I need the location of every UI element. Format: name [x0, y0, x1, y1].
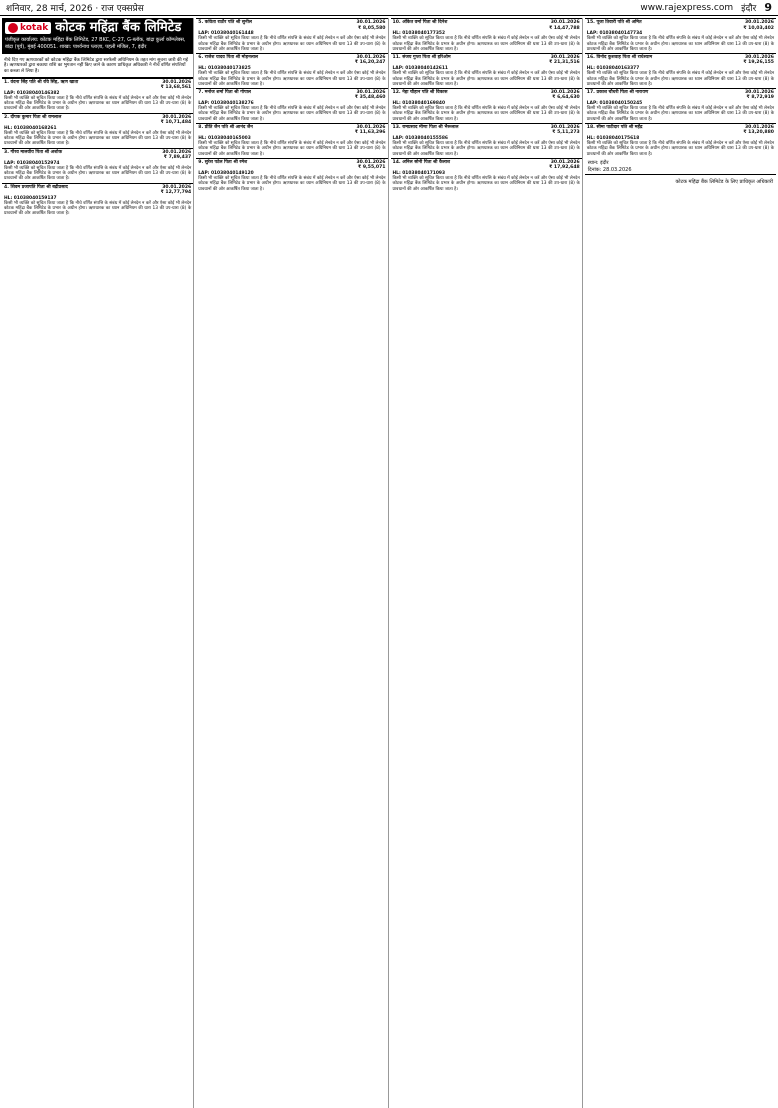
demand-date: 30.01.2026 — [356, 124, 386, 130]
borrower-name: 16. विनोद कुशवाह पिता श्री राधेश्याम — [586, 54, 653, 60]
notice-entry — [391, 88, 582, 123]
notice-body: किसी भी व्यक्ति को सूचित किया जाता है कि नीचे वर्णित संपत्ति के संबंध में कोई लेनदेन न करें और ऐसा कोई भी लेनदेन कोटक महिंद्रा बैंक लिमिटेड के प्रभार के अधीन होगा। ऋणधारक का ध्यान अधिनियम की धारा 13 की उप-धारा (8) के प्रावधानों की ओर आकर्षित किया जाता है। — [392, 176, 580, 192]
notice-date: दिनांक: 28.03.2026 — [587, 166, 632, 173]
borrower-name: 13. रामप्रसाद मीणा पिता श्री भैरूलाल — [392, 124, 459, 130]
demand-date: 30.01.2026 — [162, 184, 192, 190]
notice-body: किसी भी व्यक्ति को सूचित किया जाता है कि नीचे वर्णित संपत्ति के संबंध में कोई लेनदेन न करें और ऐसा कोई भी लेनदेन कोटक महिंद्रा बैंक लिमिटेड के प्रभार के अधीन होगा। ऋणधारक का ध्यान अधिनियम की धारा 13 की उप-धारा (8) के प्रावधानों की ओर आकर्षित किया जाता है। — [4, 200, 192, 217]
notice-body: किसी भी व्यक्ति को सूचित किया जाता है कि नीचे वर्णित संपत्ति के संबंध में कोई लेनदेन न करें और ऐसा कोई भी लेनदेन कोटक महिंद्रा बैंक लिमिटेड के प्रभार के अधीन होगा। ऋणधारक का ध्यान अधिनियम की धारा 13 की उप-धारा (8) के प्रावधानों की ओर आकर्षित किया जाता है। — [4, 165, 192, 182]
demand-date: 30.01.2026 — [550, 124, 580, 130]
demand-date: 30.01.2026 — [550, 159, 580, 165]
outstanding-amount: ₹ 16,20,247 — [354, 60, 386, 66]
notice-entry — [2, 113, 193, 148]
notice-entry — [2, 78, 193, 113]
notice-body: किसी भी व्यक्ति को सूचित किया जाता है कि नीचे वर्णित संपत्ति के संबंध में कोई लेनदेन न करें और ऐसा कोई भी लेनदेन कोटक महिंद्रा बैंक लिमिटेड के प्रभार के अधीन होगा। ऋणधारक का ध्यान अधिनियम की धारा 13 की उप-धारा (8) के प्रावधानों की ओर आकर्षित किया जाता है। — [198, 36, 386, 52]
notice-entry — [585, 123, 776, 158]
outstanding-amount: ₹ 10,71,484 — [160, 120, 192, 126]
borrower-name: 6. राजेश यादव पिता श्री मोहनलाल — [198, 54, 259, 60]
notice-entry — [585, 18, 776, 53]
borrower-name: 8. प्रीति जैन पति श्री आनंद जैन — [198, 124, 253, 130]
outstanding-amount: ₹ 14,47,788 — [549, 25, 580, 31]
bank-title: कोटक महिंद्रा बैंक लिमिटेड — [55, 20, 182, 35]
borrower-name: 14. अनिल सोनी पिता श्री कैलाश — [392, 159, 451, 165]
loan-account: HL: 01038040175618 — [586, 135, 640, 141]
loan-account: HL: 01038040177352 — [392, 31, 446, 36]
borrower-name: 17. प्रकाश चौधरी पिता श्री नारायण — [586, 89, 649, 95]
demand-date: 30.01.2026 — [162, 149, 192, 155]
issue-date: शनिवार, 28 मार्च, 2026 · राज एक्सप्रेस — [6, 4, 144, 14]
loan-account: LAP: 01038040161448 — [198, 31, 254, 36]
loan-account: LAP: 01038040147734 — [586, 31, 643, 36]
notice-entry — [585, 53, 776, 88]
loan-account: LAP: 01038040155586 — [392, 135, 448, 141]
notice-entry — [196, 158, 387, 193]
demand-date: 30.01.2026 — [356, 54, 386, 60]
notice-body: किसी भी व्यक्ति को सूचित किया जाता है कि नीचे वर्णित संपत्ति के संबंध में कोई लेनदेन न करें और ऐसा कोई भी लेनदेन कोटक महिंद्रा बैंक लिमिटेड के प्रभार के अधीन होगा। ऋणधारक का ध्यान अधिनियम की धारा 13 की उप-धारा (8) के प्रावधानों की ओर आकर्षित किया जाता है। — [586, 36, 774, 52]
demand-date: 30.01.2026 — [744, 20, 774, 25]
demand-date: 30.01.2026 — [356, 89, 386, 95]
place: स्थान: इंदौर — [587, 159, 609, 166]
demand-date: 30.01.2026 — [744, 54, 774, 60]
demand-date: 30.01.2026 — [550, 20, 580, 25]
demand-date: 30.01.2026 — [162, 114, 192, 120]
loan-account: HL: 01038040171093 — [392, 170, 446, 176]
loan-account: HL: 01038040159137 — [4, 195, 57, 201]
borrower-name: 2. दीपक कुमार पिता श्री रामलाल — [4, 114, 62, 120]
loan-account: HL: 01038040169840 — [392, 100, 446, 106]
notice-entry — [391, 158, 582, 193]
notice-entry — [2, 183, 193, 218]
outstanding-amount: ₹ 35,48,460 — [354, 95, 386, 101]
outstanding-amount: ₹ 6,64,630 — [552, 95, 580, 101]
borrower-name: 11. संजय गुप्ता पिता श्री हरिओम — [392, 54, 451, 60]
loan-account: HL: 01038040173825 — [198, 65, 251, 71]
outstanding-amount: ₹ 10,03,402 — [743, 25, 774, 31]
outstanding-amount: ₹ 11,63,296 — [354, 130, 386, 136]
signature-block: कोटक महिंद्रा बैंक लिमिटेड के लिए प्राधिकृत अधिकारी — [585, 174, 776, 190]
borrower-name: 5. कविता राठौर पति श्री सुनील — [198, 20, 252, 25]
notice-entry — [391, 53, 582, 88]
demand-date: 30.01.2026 — [744, 89, 774, 95]
outstanding-amount: ₹ 21,31,516 — [549, 60, 580, 66]
notice-body: किसी भी व्यक्ति को सूचित किया जाता है कि नीचे वर्णित संपत्ति के संबंध में कोई लेनदेन न करें और ऐसा कोई भी लेनदेन कोटक महिंद्रा बैंक लिमिटेड के प्रभार के अधीन होगा। ऋणधारक का ध्यान अधिनियम की धारा 13 की उप-धारा (8) के प्रावधानों की ओर आकर्षित किया जाता है। — [392, 106, 580, 122]
demand-date: 30.01.2026 — [162, 79, 192, 85]
kotak-logo-icon: kotak — [5, 22, 51, 34]
notice-body: किसी भी व्यक्ति को सूचित किया जाता है कि नीचे वर्णित संपत्ति के संबंध में कोई लेनदेन न करें और ऐसा कोई भी लेनदेन कोटक महिंद्रा बैंक लिमिटेड के प्रभार के अधीन होगा। ऋणधारक का ध्यान अधिनियम की धारा 13 की उप-धारा (8) के प्रावधानों की ओर आकर्षित किया जाता है। — [586, 71, 774, 87]
notice-entry — [196, 123, 387, 158]
demand-date: 30.01.2026 — [550, 89, 580, 95]
notice-body: किसी भी व्यक्ति को सूचित किया जाता है कि नीचे वर्णित संपत्ति के संबंध में कोई लेनदेन न करें और ऐसा कोई भी लेनदेन कोटक महिंद्रा बैंक लिमिटेड के प्रभार के अधीन होगा। ऋणधारक का ध्यान अधिनियम की धारा 13 की उप-धारा (8) के प्रावधानों की ओर आकर्षित किया जाता है। — [198, 71, 386, 87]
city-label: इंदौर — [741, 4, 757, 14]
borrower-name: 18. सीमा पाटीदार पति श्री महेंद्र — [586, 124, 643, 130]
loan-account: HL: 01038040165003 — [198, 135, 251, 141]
notice-entry — [196, 53, 387, 88]
notice-body: किसी भी व्यक्ति को सूचित किया जाता है कि नीचे वर्णित संपत्ति के संबंध में कोई लेनदेन न करें और ऐसा कोई भी लेनदेन कोटक महिंद्रा बैंक लिमिटेड के प्रभार के अधीन होगा। ऋणधारक का ध्यान अधिनियम की धारा 13 की उप-धारा (8) के प्रावधानों की ओर आकर्षित किया जाता है। — [392, 36, 580, 52]
loan-account: LAP: 01038040142611 — [392, 65, 448, 71]
page-content — [0, 18, 778, 1108]
loan-account: LAP: 01038040150245 — [586, 100, 643, 106]
notice-body: किसी भी व्यक्ति को सूचित किया जाता है कि नीचे वर्णित संपत्ति के संबंध में कोई लेनदेन न करें और ऐसा कोई भी लेनदेन कोटक महिंद्रा बैंक लिमिटेड के प्रभार के अधीन होगा। ऋणधारक का ध्यान अधिनियम की धारा 13 की उप-धारा (8) के प्रावधानों की ओर आकर्षित किया जाता है। — [4, 130, 192, 147]
outstanding-amount: ₹ 19,26,155 — [743, 60, 774, 66]
borrower-name: 3. गौरव मालवीय पिता श्री अशोक — [4, 149, 63, 155]
notice-body: किसी भी व्यक्ति को सूचित किया जाता है कि नीचे वर्णित संपत्ति के संबंध में कोई लेनदेन न करें और ऐसा कोई भी लेनदेन कोटक महिंद्रा बैंक लिमिटेड के प्रभार के अधीन होगा। ऋणधारक का ध्यान अधिनियम की धारा 13 की उप-धारा (8) के प्रावधानों की ओर आकर्षित किया जाता है। — [198, 141, 386, 157]
outstanding-amount: ₹ 8,72,919 — [746, 95, 774, 101]
outstanding-amount: ₹ 12,77,794 — [160, 190, 192, 196]
demand-date: 30.01.2026 — [356, 20, 386, 25]
notice-body: किसी भी व्यक्ति को सूचित किया जाता है कि नीचे वर्णित संपत्ति के संबंध में कोई लेनदेन न करें और ऐसा कोई भी लेनदेन कोटक महिंद्रा बैंक लिमिटेड के प्रभार के अधीन होगा। ऋणधारक का ध्यान अधिनियम की धारा 13 की उप-धारा (8) के प्रावधानों की ओर आकर्षित किया जाता है। — [586, 141, 774, 157]
notice-body: किसी भी व्यक्ति को सूचित किया जाता है कि नीचे वर्णित संपत्ति के संबंध में कोई लेनदेन न करें और ऐसा कोई भी लेनदेन कोटक महिंद्रा बैंक लिमिटेड के प्रभार के अधीन होगा। ऋणधारक का ध्यान अधिनियम की धारा 13 की उप-धारा (8) के प्रावधानों की ओर आकर्षित किया जाता है। — [198, 106, 386, 122]
bank-address: पंजीकृत कार्यालय: कोटक महिंद्रा बैंक लिमिटेड, 27 BKC, C-27, G-ब्लॉक, बांद्रा कुर्ला कॉम्प्लेक्स, बांद्रा (पूर्व), मुंबई 400051. शाखा: पार्श्वनाथ प्लाज़ा, पहली मंजिल, 7, इंदौर — [5, 37, 186, 50]
notice-entry — [196, 88, 387, 123]
notice-body: किसी भी व्यक्ति को सूचित किया जाता है कि नीचे वर्णित संपत्ति के संबंध में कोई लेनदेन न करें और ऐसा कोई भी लेनदेन कोटक महिंद्रा बैंक लिमिटेड के प्रभार के अधीन होगा। ऋणधारक का ध्यान अधिनियम की धारा 13 की उप-धारा (8) के प्रावधानों की ओर आकर्षित किया जाता है। — [586, 106, 774, 122]
outstanding-amount: ₹ 7,89,437 — [163, 155, 192, 161]
column-3 — [391, 18, 583, 1108]
notice-entry — [391, 18, 582, 53]
borrower-name: 7. मनोज शर्मा पिता श्री गोपाल — [198, 89, 251, 95]
loan-account: HL: 01038040163377 — [586, 65, 640, 71]
borrower-name: 4. शिवम प्रजापति पिता श्री बद्रीप्रसाद — [4, 184, 68, 190]
loan-account: LAP: 01038040138276 — [198, 100, 254, 106]
column-1 — [2, 18, 194, 1108]
outstanding-amount: ₹ 13,20,880 — [743, 130, 774, 136]
borrower-name: 9. सुरेश पटेल पिता श्री रमेश — [198, 159, 248, 165]
demand-date: 30.01.2026 — [744, 124, 774, 130]
page-number: 9 — [764, 1, 772, 14]
notice-body: किसी भी व्यक्ति को सूचित किया जाता है कि नीचे वर्णित संपत्ति के संबंध में कोई लेनदेन न करें और ऐसा कोई भी लेनदेन कोटक महिंद्रा बैंक लिमिटेड के प्रभार के अधीन होगा। ऋणधारक का ध्यान अधिनियम की धारा 13 की उप-धारा (8) के प्रावधानों की ओर आकर्षित किया जाता है। — [392, 141, 580, 157]
column-2 — [196, 18, 388, 1108]
outstanding-amount: ₹ 17,92,648 — [549, 165, 580, 171]
notice-entry — [2, 148, 193, 183]
demand-date: 30.01.2026 — [550, 54, 580, 60]
borrower-name: 15. पूजा तिवारी पति श्री अमित — [586, 20, 642, 25]
column-4 — [585, 18, 776, 1108]
notice-entry — [391, 123, 582, 158]
loan-account: HL: 01038040168261 — [4, 125, 57, 131]
loan-account: LAP: 01038040152974 — [4, 160, 60, 166]
loan-account: LAP: 01038040149120 — [198, 170, 254, 176]
borrower-name: 12. नेहा चौहान पति श्री विकास — [392, 89, 448, 95]
notice-body: किसी भी व्यक्ति को सूचित किया जाता है कि नीचे वर्णित संपत्ति के संबंध में कोई लेनदेन न करें और ऐसा कोई भी लेनदेन कोटक महिंद्रा बैंक लिमिटेड के प्रभार के अधीन होगा। ऋणधारक का ध्यान अधिनियम की धारा 13 की उप-धारा (8) के प्रावधानों की ओर आकर्षित किया जाता है। — [198, 176, 386, 192]
outstanding-amount: ₹ 8,05,580 — [358, 25, 386, 31]
bank-header — [2, 18, 193, 54]
borrower-name: 1. वंदना सिंह पति श्री रवि सिंह, ऋण खाता — [4, 79, 79, 85]
notice-intro: नीचे दिए गए ऋणधारकों को कोटक महिंद्रा बैंक लिमिटेड द्वारा सरफेसी अधिनियम के तहत मांग सूचना जारी की गई है। ऋणधारकों द्वारा बकाया राशि का भुगतान नहीं किए जाने के कारण प्राधिकृत अधिकारी ने नीचे वर्णित संपत्तियों का कब्जा ले लिया है। — [2, 56, 193, 78]
masthead-strip — [0, 0, 778, 16]
notice-entry — [585, 88, 776, 123]
outstanding-amount: ₹ 5,11,273 — [552, 130, 580, 136]
notice-entry — [196, 18, 387, 53]
notice-body: किसी भी व्यक्ति को सूचित किया जाता है कि नीचे वर्णित संपत्ति के संबंध में कोई लेनदेन न करें और ऐसा कोई भी लेनदेन कोटक महिंद्रा बैंक लिमिटेड के प्रभार के अधीन होगा। ऋणधारक का ध्यान अधिनियम की धारा 13 की उप-धारा (8) के प्रावधानों की ओर आकर्षित किया जाता है। — [4, 95, 192, 112]
demand-date: 30.01.2026 — [356, 159, 386, 165]
place-date — [585, 158, 776, 174]
outstanding-amount: ₹ 9,55,071 — [358, 165, 386, 171]
outstanding-amount: ₹ 13,68,561 — [160, 85, 192, 91]
borrower-name: 10. अंकित वर्मा पिता श्री दिनेश — [392, 20, 448, 25]
website-link[interactable]: www.rajexpress.com — [640, 2, 734, 13]
loan-account: LAP: 01038040146382 — [4, 90, 60, 96]
notice-body: किसी भी व्यक्ति को सूचित किया जाता है कि नीचे वर्णित संपत्ति के संबंध में कोई लेनदेन न करें और ऐसा कोई भी लेनदेन कोटक महिंद्रा बैंक लिमिटेड के प्रभार के अधीन होगा। ऋणधारक का ध्यान अधिनियम की धारा 13 की उप-धारा (8) के प्रावधानों की ओर आकर्षित किया जाता है। — [392, 71, 580, 87]
